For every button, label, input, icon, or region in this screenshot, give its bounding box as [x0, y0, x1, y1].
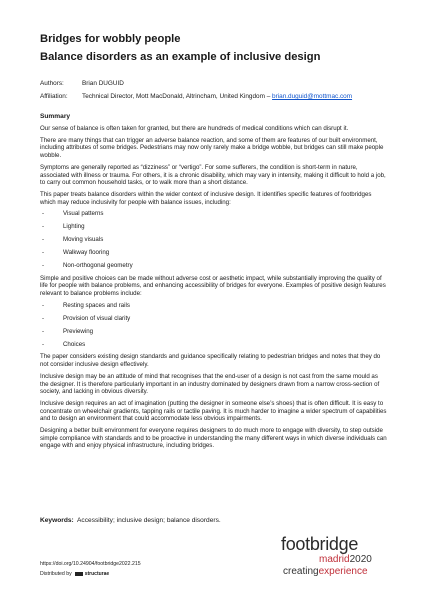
list-item: - Choices	[40, 341, 388, 349]
author-email-link[interactable]: brian.duguid@mottmac.com	[272, 93, 353, 100]
distributed-label: Distributed by	[40, 571, 72, 577]
logo-line-1: footbridge	[281, 534, 359, 554]
keywords-line	[40, 517, 221, 524]
summary-paragraph: This paper treats balance disorders within the wider context of inclusive design. It identifies specific features of footbridges which may reduce inclusivity for people with balance issues, including:	[40, 190, 372, 206]
summary-paragraph: Designing a better built environment for everyone requires designers to do much more to engage with diversity, to step outside simple compliance with standards and to be proactive in understanding the many different ways in which diverse individuals can engage with and enjoy physical infrastructure, including bridges.	[40, 427, 387, 450]
authors-line	[40, 80, 124, 88]
keywords-label: Keywords:	[40, 517, 74, 524]
summary-paragraph: Symptoms are generally reported as “dizziness” or “vertigo”. For some sufferers, the condition is short-term in nature, associated with illness or trauma. For others, it is a chronic disability, which may vary in intensity, making it difficult to hold a job, to carry out common household tasks, or to walk more than a short distance.	[40, 163, 386, 187]
list-item: - Moving visuals	[40, 236, 388, 244]
list-item: - Visual patterns	[40, 210, 388, 218]
summary-heading: Summary	[40, 113, 71, 120]
logo-year: 2020	[349, 554, 372, 565]
affiliation-value: Technical Director, Mott MacDonald, Altrincham, United Kingdom –	[82, 93, 271, 100]
paper-title: Bridges for wobbly people	[40, 33, 181, 45]
keywords-value: Accessibility; inclusive design; balance disorders.	[77, 517, 221, 524]
summary-paragraph: There are many things that can trigger an adverse balance reaction, and some of them are features of our built environment, including attributes of some bridges. Pedestrians may now only rarely make a bridge wobble, but bridges can still make people wobble.	[40, 136, 384, 160]
logo-line-3	[283, 566, 368, 577]
feature-list	[40, 210, 388, 269]
logo-experience: experience	[318, 566, 368, 577]
positive-features-list	[40, 302, 388, 348]
summary-paragraph: Inclusive design may be an attitude of mind that recognises that the end-user of a design is not cast from the same mould as the designer. It is therefore particularly important in an industry dominated by designers drawn from a narrow cross-section of society, and lacking in obvious diversity.	[40, 372, 380, 396]
distributed-by	[40, 571, 109, 577]
authors-label: Authors:	[40, 80, 64, 87]
list-item: - Walkway flooring	[40, 249, 388, 257]
summary-paragraph: Simple and positive choices can be made without adverse cost or aesthetic impact, while substantially improving the quality of life for people with balance problems, and enhancing accessibility of bridges for everyone. Examples of positive design features relevant to balance problems include:	[40, 274, 386, 298]
summary-paragraph: Our sense of balance is often taken for granted, but there are hundreds of medical conditions which can disrupt it.	[40, 125, 349, 132]
logo-madrid: madrid	[319, 554, 350, 565]
structurae-logo-icon	[75, 572, 83, 576]
list-item: - Lighting	[40, 223, 388, 231]
list-item: - Provision of visual clarity	[40, 315, 388, 323]
list-item: - Non-orthogonal geometry	[40, 262, 388, 270]
doi-link[interactable]: https://doi.org/10.24904/footbridge2022.215	[40, 561, 141, 567]
list-item: - Resting spaces and rails	[40, 302, 388, 310]
logo-line-2	[319, 554, 372, 565]
summary-paragraph: The paper considers existing design standards and guidance specifically relating to pedestrian bridges and notes that they do not consider inclusive design effectively.	[40, 353, 381, 369]
affiliation-line	[40, 93, 352, 101]
summary-section	[40, 113, 388, 454]
summary-paragraph: Inclusive design requires an act of imagination (putting the designer in someone else’s shoes) that is often difficult. It is easy to concentrate on wheelchair gradients, tapping rails or tactile paving. It is much harder to imagine a wider spectrum of capabilities and to design an environment that could accommodate less obvious impairments.	[40, 399, 387, 423]
footbridge-conference-logo	[281, 535, 391, 585]
authors-value: Brian DUGUID	[82, 80, 124, 87]
list-item: - Previewing	[40, 328, 388, 336]
paper-subtitle: Balance disorders as an example of inclusive design	[40, 51, 321, 63]
distributor-name: structurae	[84, 571, 110, 577]
affiliation-label: Affiliation:	[40, 93, 68, 100]
logo-creating: creating	[283, 566, 319, 577]
